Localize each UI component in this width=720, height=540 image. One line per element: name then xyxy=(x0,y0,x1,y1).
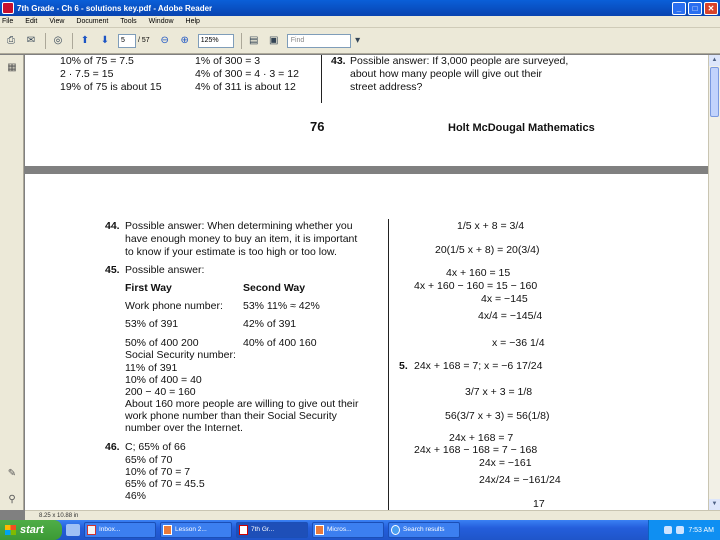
column-divider xyxy=(388,219,389,510)
social-line: work phone number than their Social Security xyxy=(125,410,337,422)
q43-line: about how many people will give out their xyxy=(350,68,543,80)
math-step: x = −36 1/4 xyxy=(492,337,545,349)
find-dropdown-icon[interactable]: ▾ xyxy=(355,35,361,46)
taskbar-item[interactable] xyxy=(84,522,156,538)
toolbar xyxy=(0,28,720,54)
page-number: 76 xyxy=(310,119,325,134)
table-cell: Work phone number: xyxy=(125,300,223,312)
fit-page-icon[interactable]: ▤ xyxy=(248,35,259,46)
social-line: Social Security number: xyxy=(125,349,236,361)
menu-window[interactable]: Window xyxy=(148,18,174,25)
zoom-out-icon[interactable]: ⊖ xyxy=(160,35,169,46)
table-cell: 53% of 391 xyxy=(125,318,179,330)
quick-launch-icon[interactable] xyxy=(66,524,80,536)
taskbar-item-label: Inbox... xyxy=(99,526,121,533)
math-step: 56(3/7 x + 3) = 56(1/8) xyxy=(445,410,550,422)
menu-edit[interactable]: Edit xyxy=(25,18,38,25)
table-cell: 40% of 400 160 xyxy=(243,337,317,349)
question-number: 45. xyxy=(105,264,120,276)
table-cell: 53% 11% ≈ 42% xyxy=(243,300,320,312)
network-icon[interactable] xyxy=(664,526,672,534)
math-step: 24x + 168 − 168 = 7 − 168 xyxy=(414,444,538,456)
menu-file[interactable]: File xyxy=(2,18,14,25)
taskbar-item[interactable] xyxy=(312,522,384,538)
windows-logo-icon xyxy=(5,525,16,535)
attachments-icon[interactable]: ⚲ xyxy=(8,494,16,505)
page1-col2-line: 4% of 300 = 4 · 3 = 12 xyxy=(195,68,299,80)
scrollbar-thumb[interactable] xyxy=(710,67,719,117)
q46-line: 65% of 70 = 45.5 xyxy=(125,478,205,490)
math-step: 24x + 168 = 7 xyxy=(449,432,514,444)
table-cell: 42% of 391 xyxy=(243,318,297,330)
browser-icon xyxy=(391,525,400,535)
math-step: 4x/4 = −145/4 xyxy=(478,310,543,322)
page1-col2-line: 1% of 300 = 3 xyxy=(195,55,261,67)
taskbar-item[interactable] xyxy=(160,522,232,538)
q46-line: 10% of 70 = 7 xyxy=(125,466,191,478)
taskbar-item-label: 7th Gr... xyxy=(251,526,275,533)
page-count: / 57 xyxy=(138,37,150,44)
page1-col1-line: 10% of 75 = 7.5 xyxy=(60,55,134,67)
comments-icon[interactable]: ✎ xyxy=(7,468,17,479)
question-number: 5. xyxy=(399,360,408,372)
math-step: 17 xyxy=(533,498,545,510)
math-step: 24x/24 = −161/24 xyxy=(479,474,561,486)
taskbar-item[interactable] xyxy=(236,522,308,538)
first-way-heading: First Way xyxy=(125,282,172,294)
math-step: 3/7 x + 3 = 1/8 xyxy=(465,386,533,398)
taskbar-item-label: Search results xyxy=(403,526,445,533)
powerpoint-icon xyxy=(315,525,324,535)
social-line: About 160 more people are willing to give out their xyxy=(125,398,359,410)
system-tray xyxy=(648,520,720,540)
email-icon[interactable]: ✉ xyxy=(26,35,36,46)
page1-col2-line: 4% of 311 is about 12 xyxy=(195,81,296,93)
table-cell: 50% of 400 200 xyxy=(125,337,199,349)
taskbar-item-label: Lesson 2... xyxy=(175,526,207,533)
taskbar xyxy=(0,520,720,540)
math-step: 24x = −161 xyxy=(479,457,532,469)
menu-bar xyxy=(0,16,720,28)
page-size-readout: 8.25 x 10.88 in xyxy=(39,513,79,519)
close-button[interactable]: ✕ xyxy=(704,2,718,15)
zoom-select[interactable]: 125% xyxy=(198,34,234,48)
pages-panel-icon[interactable]: ▦ xyxy=(7,62,17,73)
q44-line: have enough money to buy an item, it is important xyxy=(125,233,358,245)
q46-line: 65% of 70 xyxy=(125,454,173,466)
math-step: 4x + 160 − 160 = 15 − 160 xyxy=(414,280,538,292)
outlook-icon xyxy=(87,525,96,535)
q46-line: 46% xyxy=(125,490,147,502)
math-step: 1/5 x + 8 = 3/4 xyxy=(457,220,525,232)
next-page-icon[interactable]: ⬇ xyxy=(100,35,110,46)
title-bar xyxy=(0,0,720,16)
menu-help[interactable]: Help xyxy=(185,18,200,25)
toolbar-separator xyxy=(241,33,242,49)
column-divider xyxy=(321,55,322,103)
status-bar xyxy=(25,510,720,520)
scroll-down-arrow-icon[interactable]: ▼ xyxy=(709,499,720,510)
social-line: 11% of 391 xyxy=(125,362,178,374)
page-number-input[interactable]: 5 xyxy=(118,34,136,48)
math-step: 24x + 168 = 7; x = −6 17/24 xyxy=(414,360,543,372)
previous-page-icon[interactable]: ⬆ xyxy=(80,35,90,46)
powerpoint-icon xyxy=(163,525,172,535)
fit-width-icon[interactable]: ▣ xyxy=(268,35,279,46)
window-title: 7th Grade - Ch 6 - solutions key.pdf - Adobe Reader xyxy=(17,3,213,13)
clock: 7:53 AM xyxy=(688,526,714,534)
find-input[interactable]: Find xyxy=(287,34,351,48)
q43-line: Possible answer: If 3,000 people are surveyed, xyxy=(350,55,569,67)
scroll-up-arrow-icon[interactable]: ▲ xyxy=(709,55,720,66)
toolbar-separator xyxy=(72,33,73,49)
menu-document[interactable]: Document xyxy=(76,18,109,25)
question-number: 43. xyxy=(331,55,346,67)
restore-button[interactable]: □ xyxy=(688,2,702,15)
start-button[interactable] xyxy=(0,520,62,540)
minimize-button[interactable]: _ xyxy=(672,2,686,15)
print-icon[interactable]: ⎙ xyxy=(7,35,15,46)
second-way-heading: Second Way xyxy=(243,282,306,294)
page1-col1-line: 2 · 7.5 = 15 xyxy=(60,68,114,80)
document-view[interactable] xyxy=(25,55,708,510)
page1-col1-line: 19% of 75 is about 15 xyxy=(60,81,162,93)
math-step: 4x = −145 xyxy=(481,293,528,305)
taskbar-item[interactable] xyxy=(388,522,460,538)
social-line: number over the Internet. xyxy=(125,422,243,434)
vertical-scrollbar[interactable] xyxy=(708,55,720,510)
q44-line: to know if your estimate is too high or too low. xyxy=(125,246,337,258)
adobe-reader-icon xyxy=(2,2,14,14)
math-step: 4x + 160 = 15 xyxy=(446,267,511,279)
publisher-footer: Holt McDougal Mathematics xyxy=(448,122,595,134)
q45-text: Possible answer: xyxy=(125,264,205,276)
navigation-pane xyxy=(0,55,24,510)
pdf-page-77 xyxy=(25,174,708,510)
q46-line: C; 65% of 66 xyxy=(125,441,186,453)
pdf-page-76 xyxy=(25,55,708,166)
question-number: 46. xyxy=(105,441,120,453)
volume-icon[interactable] xyxy=(676,526,684,534)
pdf-icon xyxy=(239,525,248,535)
start-label: start xyxy=(20,524,44,536)
taskbar-item-label: Micros... xyxy=(327,526,352,533)
zoom-in-icon[interactable]: ⊕ xyxy=(180,35,189,46)
question-number: 44. xyxy=(105,220,120,232)
toolbar-separator xyxy=(45,33,46,49)
social-line: 200 − 40 = 160 xyxy=(125,386,196,398)
menu-tools[interactable]: Tools xyxy=(120,18,137,25)
social-line: 10% of 400 = 40 xyxy=(125,374,202,386)
menu-view[interactable]: View xyxy=(49,18,65,25)
q44-line: Possible answer: When determining whether you xyxy=(125,220,353,232)
math-step: 20(1/5 x + 8) = 20(3/4) xyxy=(435,244,540,256)
q43-line: street address? xyxy=(350,81,423,93)
collaborate-icon[interactable]: ◎ xyxy=(53,35,63,46)
